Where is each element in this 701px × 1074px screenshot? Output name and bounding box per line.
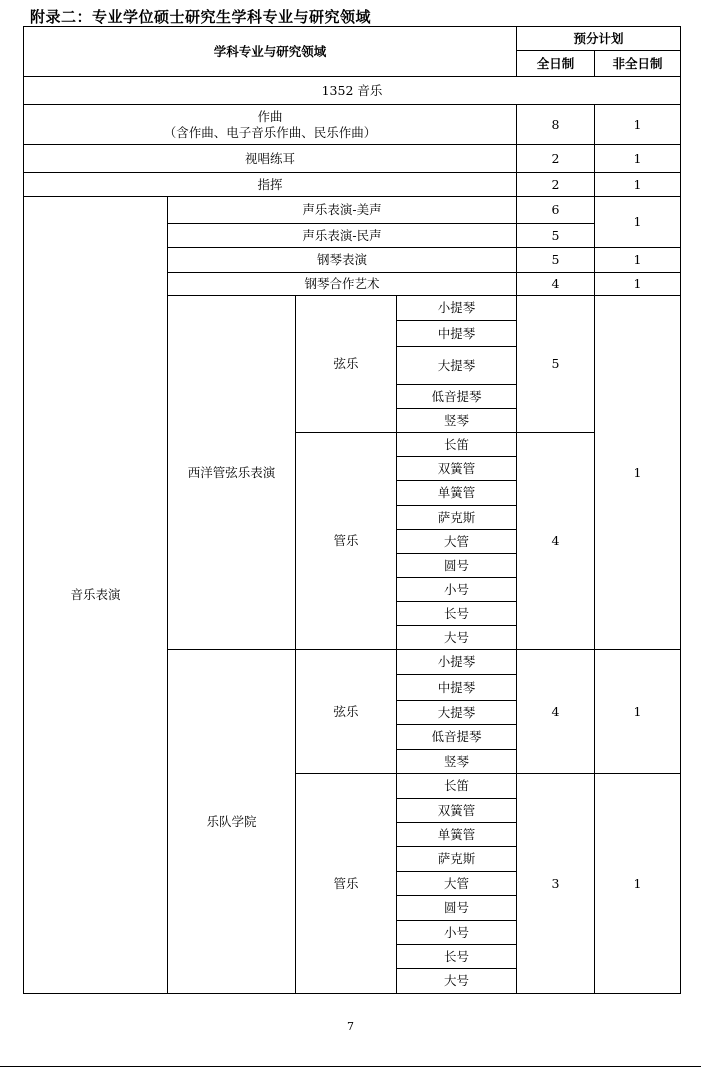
vocal-folk-ft: 5 xyxy=(517,224,595,248)
instrument-cell: 低音提琴 xyxy=(397,385,517,409)
western-strings-ft: 5 xyxy=(517,296,595,433)
program-table xyxy=(23,26,681,994)
orchestra-winds-label: 管乐 xyxy=(296,774,397,994)
instrument-cell: 长笛 xyxy=(397,774,517,799)
western-winds-label: 管乐 xyxy=(296,433,397,650)
piano-name: 钢琴表演 xyxy=(168,248,517,273)
orchestra-label: 乐队学院 xyxy=(168,650,296,994)
instrument-cell: 大提琴 xyxy=(397,347,517,385)
western-strings-label: 弦乐 xyxy=(296,296,397,433)
instrument-cell: 单簧管 xyxy=(397,481,517,506)
instrument-cell: 低音提琴 xyxy=(397,725,517,750)
instrument-cell: 小号 xyxy=(397,921,517,945)
western-pt: 1 xyxy=(595,296,681,650)
footer-divider xyxy=(0,1066,701,1067)
orchestra-strings-label: 弦乐 xyxy=(296,650,397,774)
composition-pt: 1 xyxy=(595,105,681,145)
piano-pt: 1 xyxy=(595,248,681,273)
vocal-folk-name: 声乐表演-民声 xyxy=(168,224,517,248)
header-fulltime: 全日制 xyxy=(517,51,595,77)
orchestra-winds-pt: 1 xyxy=(595,774,681,994)
conducting-pt: 1 xyxy=(595,173,681,197)
instrument-cell: 单簧管 xyxy=(397,823,517,847)
page-number: 7 xyxy=(347,1020,354,1033)
orchestra-winds-ft: 3 xyxy=(517,774,595,994)
piano-ft: 5 xyxy=(517,248,595,273)
instrument-cell: 小提琴 xyxy=(397,650,517,675)
instrument-cell: 小提琴 xyxy=(397,296,517,321)
instrument-cell: 长号 xyxy=(397,602,517,626)
vocal-bel-ft: 6 xyxy=(517,197,595,224)
orchestra-strings-ft: 4 xyxy=(517,650,595,774)
western-winds-ft: 4 xyxy=(517,433,595,650)
solfeggio-ft: 2 xyxy=(517,145,595,173)
instrument-cell: 大号 xyxy=(397,626,517,650)
composition-ft: 8 xyxy=(517,105,595,145)
solfeggio-pt: 1 xyxy=(595,145,681,173)
conducting-name: 指挥 xyxy=(24,173,517,197)
instrument-cell: 竖琴 xyxy=(397,750,517,774)
header-plan: 预分计划 xyxy=(517,27,681,51)
header-field: 学科专业与研究领域 xyxy=(24,27,517,77)
instrument-cell: 长笛 xyxy=(397,433,517,457)
instrument-cell: 小号 xyxy=(397,578,517,602)
instrument-cell: 萨克斯 xyxy=(397,506,517,530)
western-label: 西洋管弦乐表演 xyxy=(168,296,296,650)
instrument-cell: 长号 xyxy=(397,945,517,969)
instrument-cell: 大提琴 xyxy=(397,701,517,725)
section-title: 1352 音乐 xyxy=(24,77,681,105)
vocal-bel-name: 声乐表演-美声 xyxy=(168,197,517,224)
instrument-cell: 大管 xyxy=(397,872,517,896)
instrument-cell: 大号 xyxy=(397,969,517,994)
solfeggio-name: 视唱练耳 xyxy=(24,145,517,173)
piano-collab-pt: 1 xyxy=(595,273,681,296)
piano-collab-ft: 4 xyxy=(517,273,595,296)
instrument-cell: 圆号 xyxy=(397,554,517,578)
instrument-cell: 双簧管 xyxy=(397,799,517,823)
conducting-ft: 2 xyxy=(517,173,595,197)
composition-name: 作曲 xyxy=(257,108,283,124)
vocal-pt: 1 xyxy=(595,197,681,248)
orchestra-strings-pt: 1 xyxy=(595,650,681,774)
instrument-cell: 双簧管 xyxy=(397,457,517,481)
instrument-cell: 中提琴 xyxy=(397,321,517,347)
instrument-cell: 大管 xyxy=(397,530,517,554)
document-title: 附录二：专业学位硕士研究生学科专业与研究领域 xyxy=(30,8,372,26)
instrument-cell: 圆号 xyxy=(397,896,517,921)
header-parttime: 非全日制 xyxy=(595,51,681,77)
instrument-cell: 萨克斯 xyxy=(397,847,517,872)
row-composition xyxy=(24,105,517,145)
composition-sub: （含作曲、电子音乐作曲、民乐作曲） xyxy=(163,124,377,140)
performance-label: 音乐表演 xyxy=(24,197,168,994)
instrument-cell: 竖琴 xyxy=(397,409,517,433)
piano-collab-name: 钢琴合作艺术 xyxy=(168,273,517,296)
instrument-cell: 中提琴 xyxy=(397,675,517,701)
